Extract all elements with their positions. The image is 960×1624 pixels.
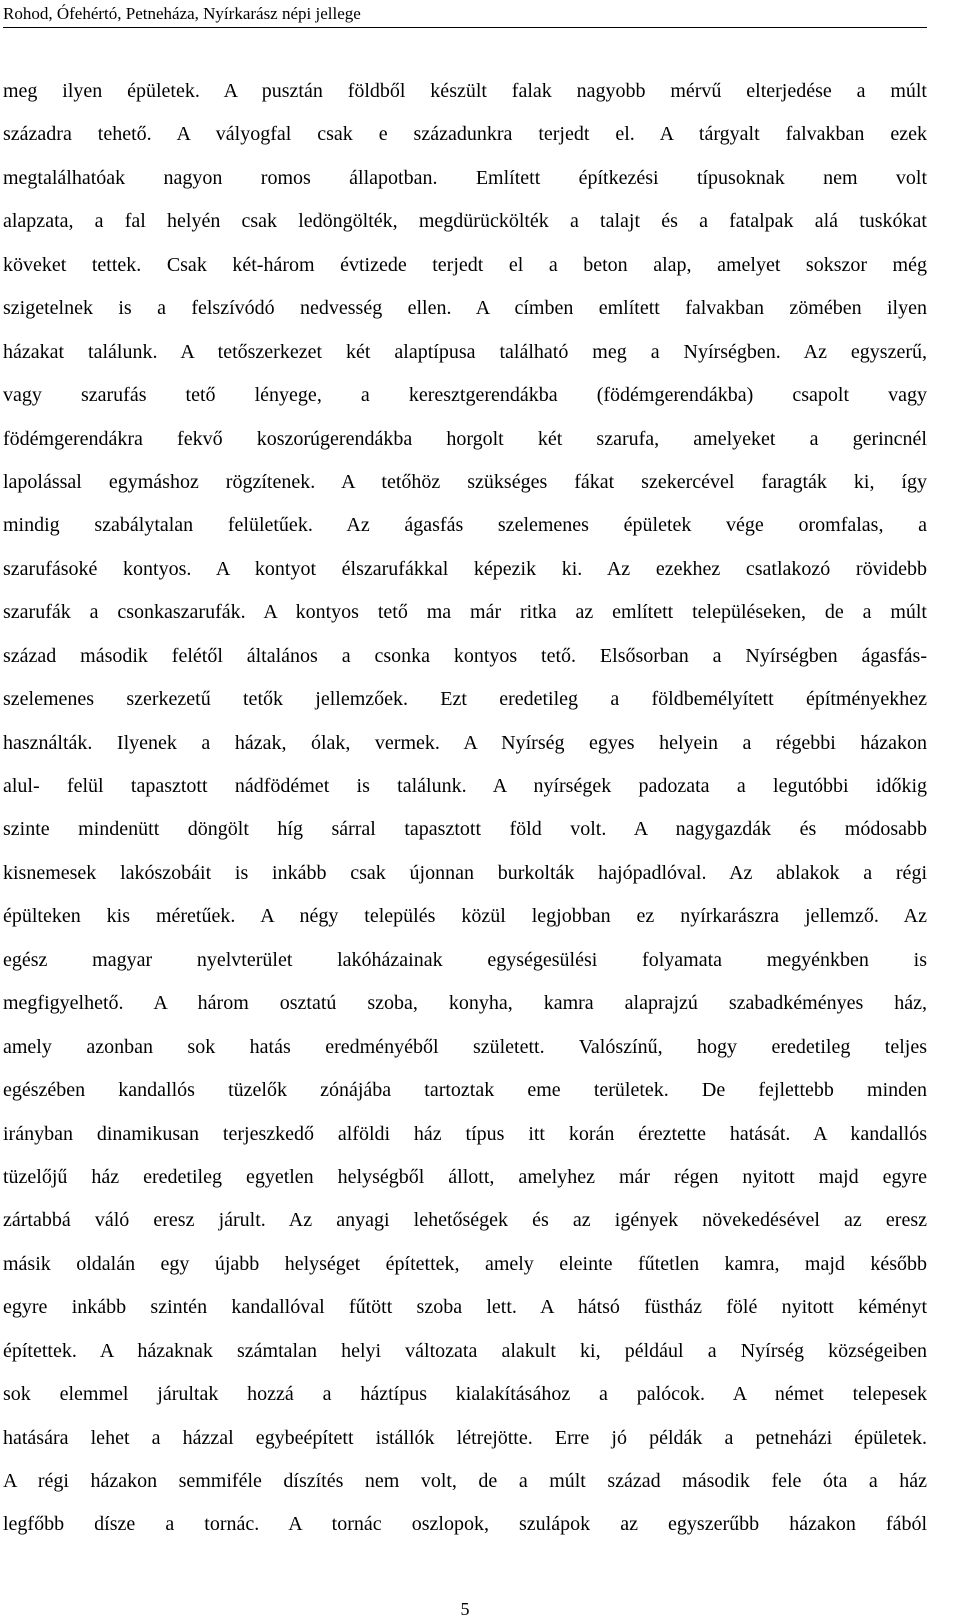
- text-line: szigetelnek is a felszívódó nedvesség ellen. A címben említett falvakban zömében ilyen: [3, 297, 927, 320]
- text-line: hatására lehet a házzal egybeépített istállók létrejötte. Erre jó példák a petneházi épületek.: [3, 1426, 927, 1449]
- text-line: szarufák a csonkaszarufák. A kontyos tető ma már ritka az említett településeken, de a múlt: [3, 601, 927, 624]
- body-text: [3, 70, 927, 1547]
- text-line: irányban dinamikusan terjeszkedő alföldi ház típus itt korán éreztette hatását. A kandallós: [3, 1122, 927, 1145]
- text-line: épülteken kis méretűek. A négy település közül legjobban ez nyírkarászra jellemző. Az: [3, 905, 927, 928]
- text-line: megfigyelhető. A három osztatú szoba, konyha, kamra alaprajzú szabadkéményes ház,: [3, 992, 927, 1015]
- text-line: szinte mindenütt döngölt híg sárral tapasztott föld volt. A nagygazdák és módosabb: [3, 818, 927, 841]
- text-line: A régi házakon semmiféle díszítés nem volt, de a múlt század második fele óta a ház: [3, 1470, 927, 1492]
- running-header-title: Rohod, Ófehértó, Petneháza, Nyírkarász népi jellege: [3, 4, 361, 23]
- text-line: egész magyar nyelvterület lakóházainak egységesülési folyamata megyénkben is: [3, 948, 927, 971]
- text-line: kisnemesek lakószobáit is inkább csak újonnan burkolták hajópadlóval. Az ablakok a régi: [3, 861, 927, 884]
- running-header: [3, 3, 927, 28]
- text-line: megtalálhatóak nagyon romos állapotban. Említett építkezési típusoknak nem volt: [3, 166, 927, 189]
- text-line: sok elemmel járultak hozzá a háztípus kialakításához a palócok. A német telepesek: [3, 1383, 927, 1406]
- text-line: legfőbb dísze a tornác. A tornác oszlopok, szulápok az egyszerűbb házakon fából: [3, 1513, 927, 1536]
- text-line: használták. Ilyenek a házak, ólak, vermek. A Nyírség egyes helyein a régebbi házakon: [3, 731, 927, 754]
- text-line: századra tehető. A vályogfal csak e századunkra terjedt el. A tárgyalt falvakban ezek: [3, 123, 927, 146]
- text-line: vagy szarufás tető lényege, a keresztgerendákba (födémgerendákba) csapolt vagy: [3, 384, 927, 407]
- text-line: zártabbá váló eresz járult. Az anyagi lehetőségek és az igények növekedésével az eresz: [3, 1209, 927, 1232]
- text-line: meg ilyen épületek. A pusztán földből készült falak nagyobb mérvű elterjedése a múlt: [3, 80, 927, 102]
- text-line: födémgerendákra fekvő koszorúgerendákba horgolt két szarufa, amelyeket a gerincnél: [3, 427, 927, 450]
- text-line: házakat találunk. A tetőszerkezet két alaptípusa található meg a Nyírségben. Az egyszerű,: [3, 340, 927, 363]
- text-line: tüzelőjű ház eredetileg egyetlen helységből állott, amelyhez már régen nyitott majd egyre: [3, 1165, 927, 1188]
- text-line: alapzata, a fal helyén csak ledöngölték, megdürückölték a talajt és a fatalpak alá tuskókat: [3, 210, 927, 233]
- text-line: század második felétől általános a csonka kontyos tető. Elsősorban a Nyírségben ágasfás-: [3, 644, 927, 667]
- text-line: egyre inkább szintén kandallóval fűtött szoba lett. A hátsó füstház fölé nyitott kéményt: [3, 1296, 927, 1319]
- text-line: lapolással egymáshoz rögzítenek. A tetőhöz szükséges fákat szekercével faragták ki, így: [3, 470, 927, 493]
- text-line: szelemenes szerkezetű tetők jellemzőek. Ezt eredetileg a földbemélyített építményekhez: [3, 688, 927, 711]
- text-line: másik oldalán egy újabb helységet építettek, amely eleinte fűtetlen kamra, majd később: [3, 1252, 927, 1275]
- text-line: építettek. A házaknak számtalan helyi változata alakult ki, például a Nyírség községeiben: [3, 1339, 927, 1362]
- text-line: szarufásoké kontyos. A kontyot élszarufákkal képezik ki. Az ezekhez csatlakozó rövidebb: [3, 557, 927, 580]
- text-line: köveket tettek. Csak két-három évtizede terjedt el a beton alap, amelyet sokszor még: [3, 253, 927, 276]
- text-line: alul- felül tapasztott nádfödémet is találunk. A nyírségek padozata a legutóbbi időkig: [3, 775, 927, 797]
- page-number: 5: [460, 1599, 470, 1619]
- text-line: egészében kandallós tüzelők zónájába tartoztak eme területek. De fejlettebb minden: [3, 1079, 927, 1102]
- text-line: mindig szabálytalan felületűek. Az ágasfás szelemenes épületek vége oromfalas, a: [3, 514, 927, 537]
- text-line: amely azonban sok hatás eredményéből született. Valószínű, hogy eredetileg teljes: [3, 1035, 927, 1058]
